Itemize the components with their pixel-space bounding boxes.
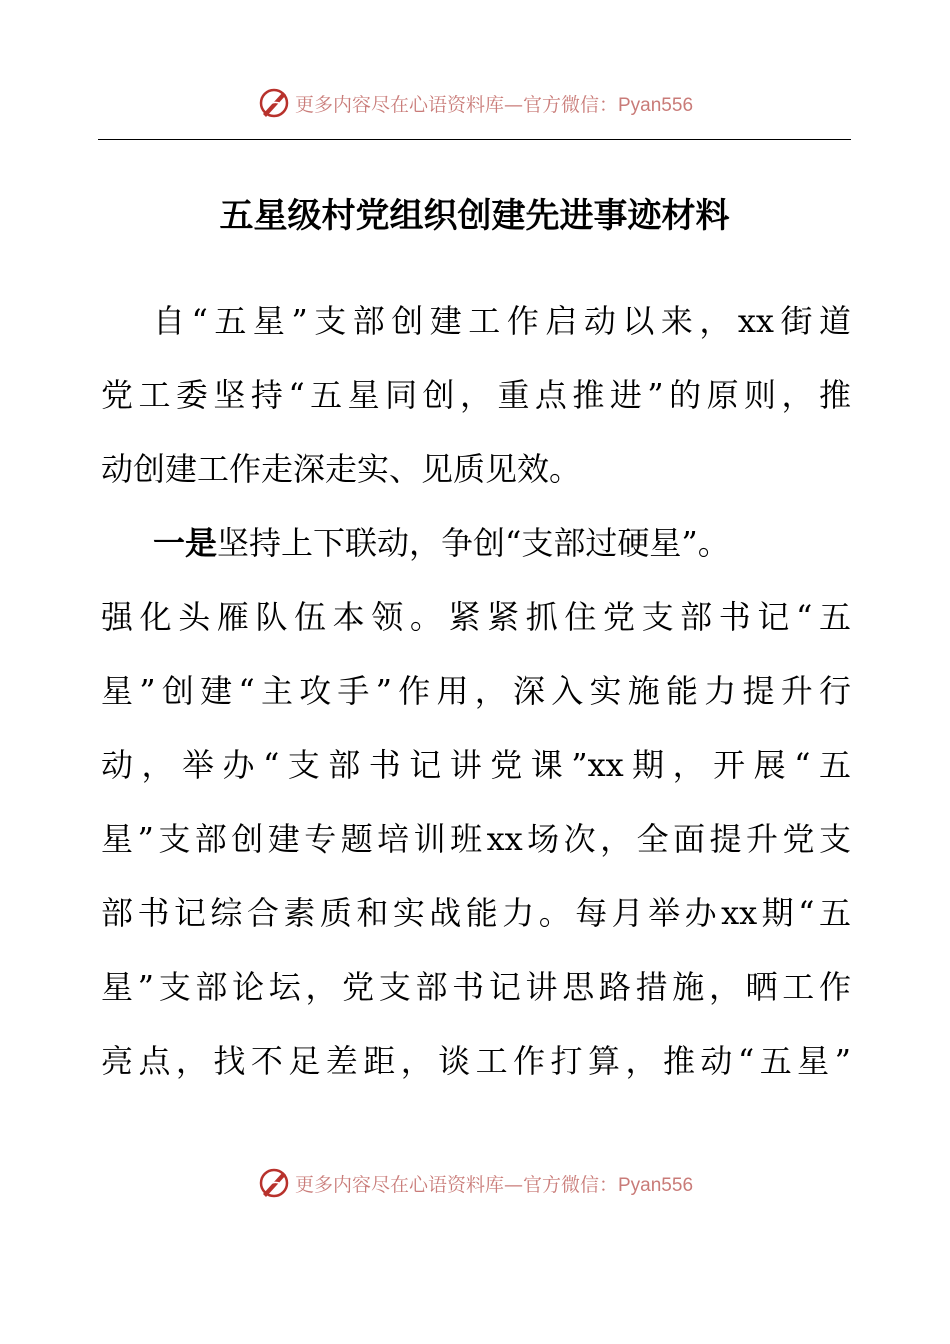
header-rule bbox=[98, 139, 851, 140]
watermark-text: 更多内容尽在心语资料库—官方微信：Pyan556 bbox=[294, 1173, 694, 1196]
text-line: 星”支部论坛，党支部书记讲思路措施，晒工作 bbox=[101, 968, 851, 1006]
document-title: 五星级村党组织创建先进事迹材料 bbox=[219, 196, 730, 236]
watermark-banner-bottom bbox=[0, 1163, 950, 1203]
text-line: 党工委坚持“五星同创，重点推进”的原则，推 bbox=[101, 376, 851, 414]
text-line: 自“五星”支部创建工作启动以来，xx街道 bbox=[153, 302, 851, 340]
text-line: 强化头雁队伍本领。紧紧抓住党支部书记“五 bbox=[101, 598, 851, 636]
text-line: 星”创建“主攻手”作用，深入实施能力提升行 bbox=[101, 672, 851, 710]
document-body bbox=[101, 284, 851, 1098]
pen-logo-icon bbox=[257, 1166, 291, 1200]
paragraph-intro bbox=[101, 284, 851, 506]
watermark-banner-top bbox=[0, 83, 950, 123]
text-line: 星”支部创建专题培训班xx场次，全面提升党支 bbox=[101, 820, 851, 858]
pen-logo-icon bbox=[257, 86, 291, 120]
paragraph-first-point bbox=[101, 506, 851, 1098]
text-line: 动，举办“支部书记讲党课”xx期，开展“五 bbox=[101, 746, 851, 784]
text-line: 亮点，找不足差距，谈工作打算，推动“五星” bbox=[101, 1042, 851, 1080]
bold-lead: 一是 bbox=[153, 524, 218, 562]
text-line: 部书记综合素质和实战能力。每月举办xx期“五 bbox=[101, 894, 851, 932]
text-line: 动创建工作走深走实、见质见效。 bbox=[101, 450, 582, 488]
text-line: 一是坚持上下联动，争创“支部过硬星”。 bbox=[153, 524, 730, 562]
watermark-text: 更多内容尽在心语资料库—官方微信：Pyan556 bbox=[294, 93, 694, 116]
